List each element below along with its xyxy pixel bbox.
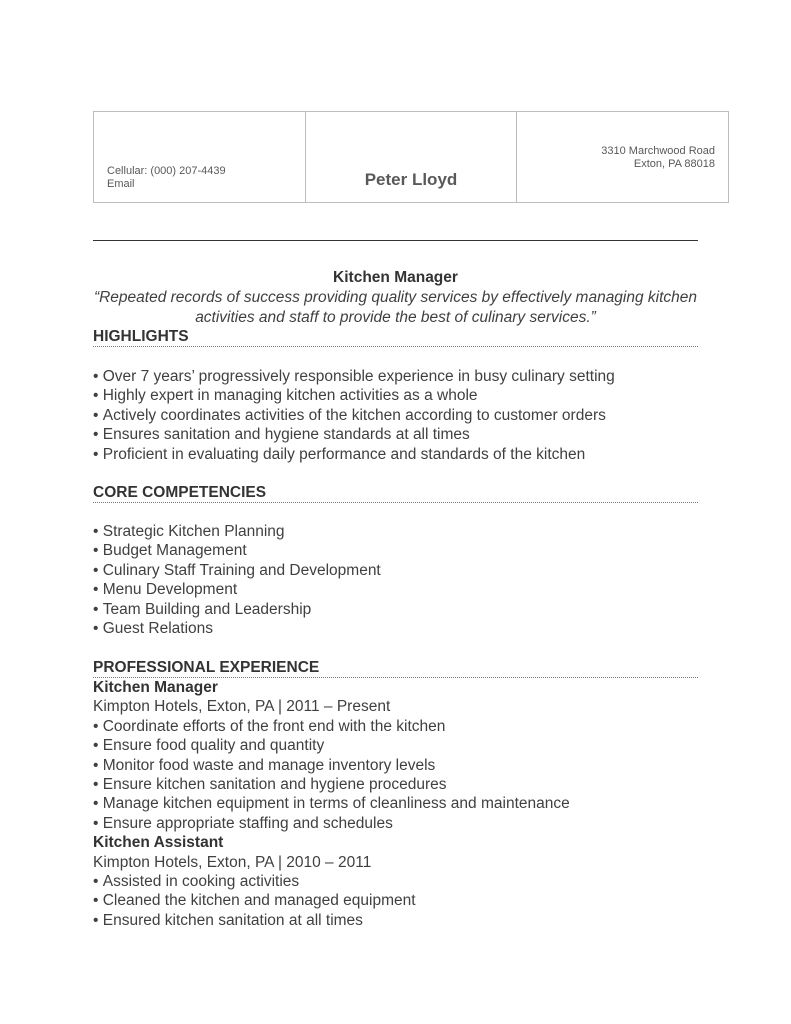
list-item: • Highly expert in managing kitchen activities as a whole [93,386,713,405]
candidate-name: Peter Lloyd [364,170,458,189]
resume-title: Kitchen Manager [333,269,458,286]
job-title: Kitchen Assistant [93,834,224,852]
list-item: • Ensure kitchen sanitation and hygiene procedures [93,775,713,794]
experience-list [93,678,713,930]
list-item: • Culinary Staff Training and Development [93,561,713,580]
list-item: • Budget Management [93,541,713,560]
address-cell [516,112,728,202]
job-entry [93,678,713,833]
list-item: • Ensure appropriate staffing and schedules [93,814,713,833]
job-duties [93,872,713,930]
list-item: • Proficient in evaluating daily performance and standards of the kitchen [93,445,713,464]
highlights-list [93,367,713,464]
job-duties [93,717,713,833]
list-item: • Coordinate efforts of the front end with the kitchen [93,717,713,736]
list-item: • Monitor food waste and manage inventory levels [93,756,713,775]
address [601,145,715,171]
job-entry [93,833,713,930]
divider [93,240,698,241]
list-item: • Over 7 years’ progressively responsible experience in busy culinary setting [93,367,713,386]
list-item: • Ensured kitchen sanitation at all times [93,911,713,930]
highlights-heading: HIGHLIGHTS [93,327,698,347]
list-item: • Ensure food quality and quantity [93,736,713,755]
summary-quote: “Repeated records of success providing quality services by effectively managing kitchen activities and staff to provide the best of culinary services.” [93,289,698,326]
job-meta: Kimpton Hotels, Exton, PA | 2011 – Present [93,698,391,716]
competencies-heading: CORE COMPETENCIES [93,483,698,503]
address-line-2: Exton, PA 88018 [633,158,716,170]
header-table [93,111,729,203]
cellular: Cellular: (000) 207-4439 [107,165,226,177]
list-item: • Guest Relations [93,619,713,638]
list-item: • Team Building and Leadership [93,600,713,619]
list-item: • Actively coordinates activities of the kitchen according to customer orders [93,406,713,425]
contact-info [107,165,226,191]
list-item: • Assisted in cooking activities [93,872,713,891]
job-title: Kitchen Manager [93,679,218,696]
address-line-1: 3310 Marchwood Road [601,145,716,157]
list-item: • Ensures sanitation and hygiene standards at all times [93,425,713,444]
email: Email [107,178,135,190]
name-cell [305,112,517,202]
list-item: • Manage kitchen equipment in terms of cleanliness and maintenance [93,794,713,813]
list-item: • Menu Development [93,580,713,599]
job-meta: Kimpton Hotels, Exton, PA | 2010 – 2011 [93,853,372,871]
list-item: • Cleaned the kitchen and managed equipment [93,891,713,910]
list-item: • Strategic Kitchen Planning [93,522,713,541]
competencies-list [93,522,713,638]
contact-cell [94,112,305,202]
experience-heading: PROFESSIONAL EXPERIENCE [93,658,698,678]
